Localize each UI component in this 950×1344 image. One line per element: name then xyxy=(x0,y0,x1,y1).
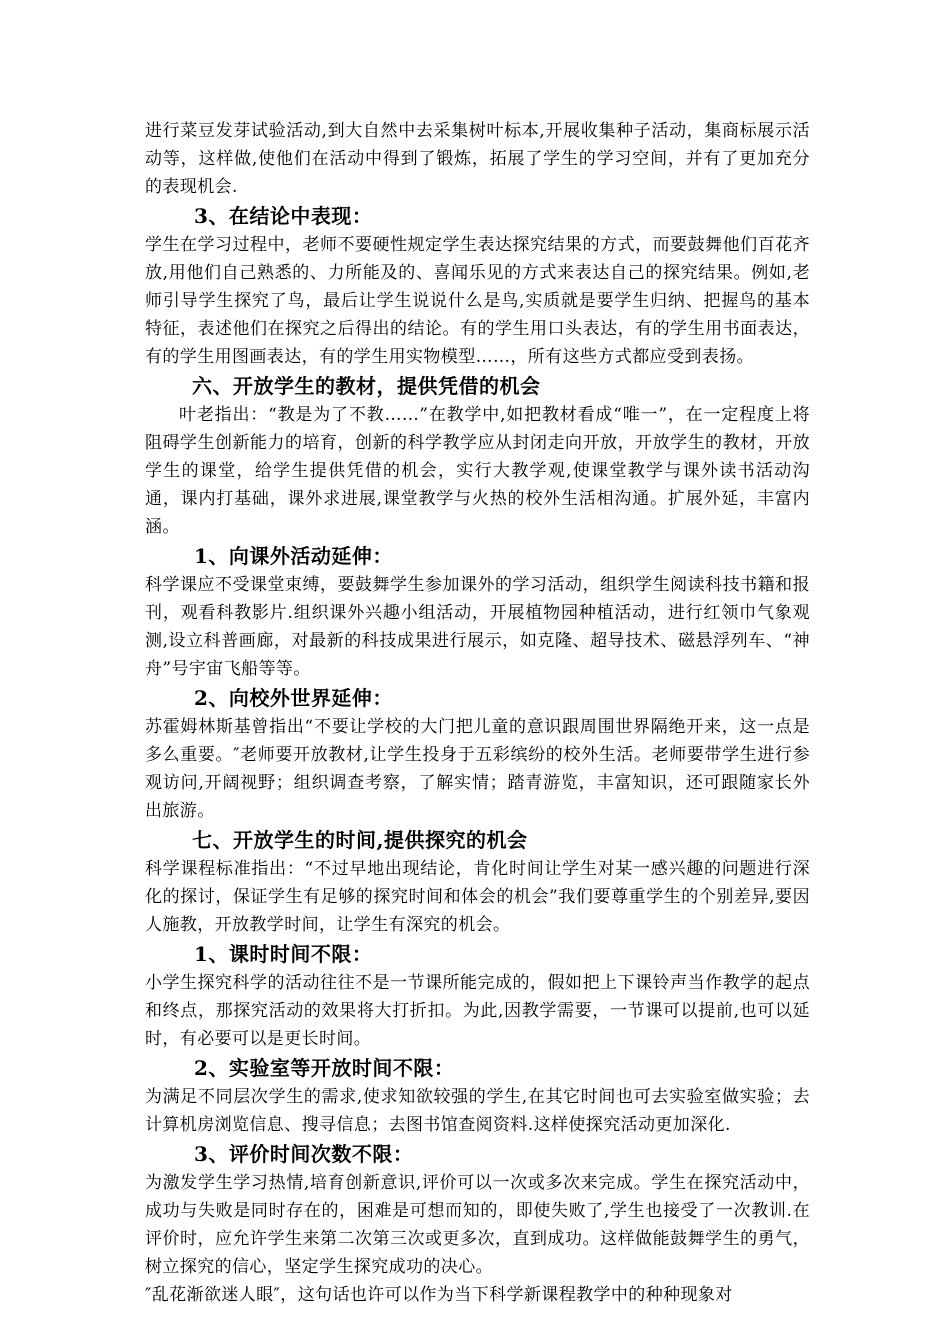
paragraph-intro-continued: 进行菜豆发芽试验活动,到大自然中去采集树叶标本,开展收集种子活动，集商标展示活动等，这样做,使他们在活动中得到了锻炼，拓展了学生的学习空间，并有了更加充分的表现机会. xyxy=(145,121,810,197)
paragraph-section-six: 叶老指出：“教是为了不教……”在教学中,如把教材看成“唯一”，在一定程度上将阻碍学生创新能力的培育，创新的科学教学应从封闭走向开放，开放学生的教材，开放学生的课堂，给学生提供凭借的机会，实行大教学观,使课堂教学与课外读书活动沟通，课内打基础，课外求进展,课堂教学与火热的校外生活相沟通。扩展外延，丰富内涵。 xyxy=(145,405,810,537)
paragraph-conclusion: 学生在学习过程中，老师不要硬性规定学生表达探究结果的方式，而要鼓舞他们百花齐放,用他们自己熟悉的、力所能及的、喜闻乐见的方式来表达自己的探究结果。例如,老师引导学生探究了鸟，最后让学生说说什么是鸟,实质就是要学生归纳、把握鸟的基本特征，表述他们在探究之后得出的结论。有的学生用口头表达，有的学生用书面表达，有的学生用图画表达，有的学生用实物模型……，所有这些方式都应受到表扬。 xyxy=(145,235,810,367)
heading-conclusion: 3、在结论中表现： xyxy=(194,204,373,228)
heading-section-seven: 七、开放学生的时间,提供探究的机会 xyxy=(192,828,528,852)
heading-extracurricular: 1、向课外活动延伸： xyxy=(194,544,393,568)
heading-outside-world: 2、向校外世界延伸： xyxy=(194,686,393,710)
paragraph-section-seven: 科学课程标准指出：“不过早地出现结论，肯化时间让学生对某一感兴趣的问题进行深化的探讨，保证学生有足够的探究时间和体会的机会”我们要尊重学生的个别差异,要因人施教，开放教学时间，让学生有深究的机会。 xyxy=(145,859,810,935)
heading-evaluation: 3、评价时间次数不限： xyxy=(194,1142,414,1166)
heading-lab-time: 2、实验室等开放时间不限： xyxy=(194,1056,455,1080)
paragraph-closing: ″乱花渐欲迷人眼″，这句话也许可以作为当下科学新课程教学中的种种现象对 xyxy=(145,1285,733,1305)
paragraph-extracurricular: 科学课应不受课堂束缚，要鼓舞学生参加课外的学习活动，组织学生阅读科技书籍和报刊，观看科教影片.组织课外兴趣小组活动，开展植物园种植活动，进行红领巾气象观测,设立科普画廊，对最新的科技成果进行展示，如克隆、超导技术、磁悬浮列车、“神舟”号宇宙飞船等等。 xyxy=(145,575,810,679)
paragraph-evaluation: 为激发学生学习热情,培育创新意识,评价可以一次或多次来完成。学生在探究活动中，成功与失败是同时存在的，困难是可想而知的，即使失败了,学生也接受了一次教训.在评价时，应允许学生来第二次第三次或更多次，直到成功。这样做能鼓舞学生的勇气，树立探究的信心，坚定学生探究成功的决心。 xyxy=(145,1173,810,1277)
paragraph-class-time: 小学生探究科学的活动往往不是一节课所能完成的，假如把上下课铃声当作教学的起点和终点，那探究活动的效果将大打折扣。为此,因教学需要，一节课可以提前,也可以延时，有必要可以是更长时间。 xyxy=(145,973,810,1049)
heading-section-six: 六、开放学生的教材，提供凭借的机会 xyxy=(192,374,541,398)
heading-class-time: 1、课时时间不限： xyxy=(194,942,373,966)
paragraph-lab-time: 为满足不同层次学生的需求,使求知欲较强的学生,在其它时间也可去实验室做实验；去计算机房浏览信息、搜寻信息；去图书馆查阅资料.这样使探究活动更加深化. xyxy=(145,1087,810,1135)
paragraph-outside-world: 苏霍姆林斯基曾指出“不要让学校的大门把儿童的意识跟周围世界隔绝开来，这一点是多么重要。″老师要开放教材,让学生投身于五彩缤纷的校外生活。老师要带学生进行参观访问,开阔视野；组织调查考察，了解实情；踏青游览，丰富知识，还可跟随家长外出旅游。 xyxy=(145,717,810,821)
